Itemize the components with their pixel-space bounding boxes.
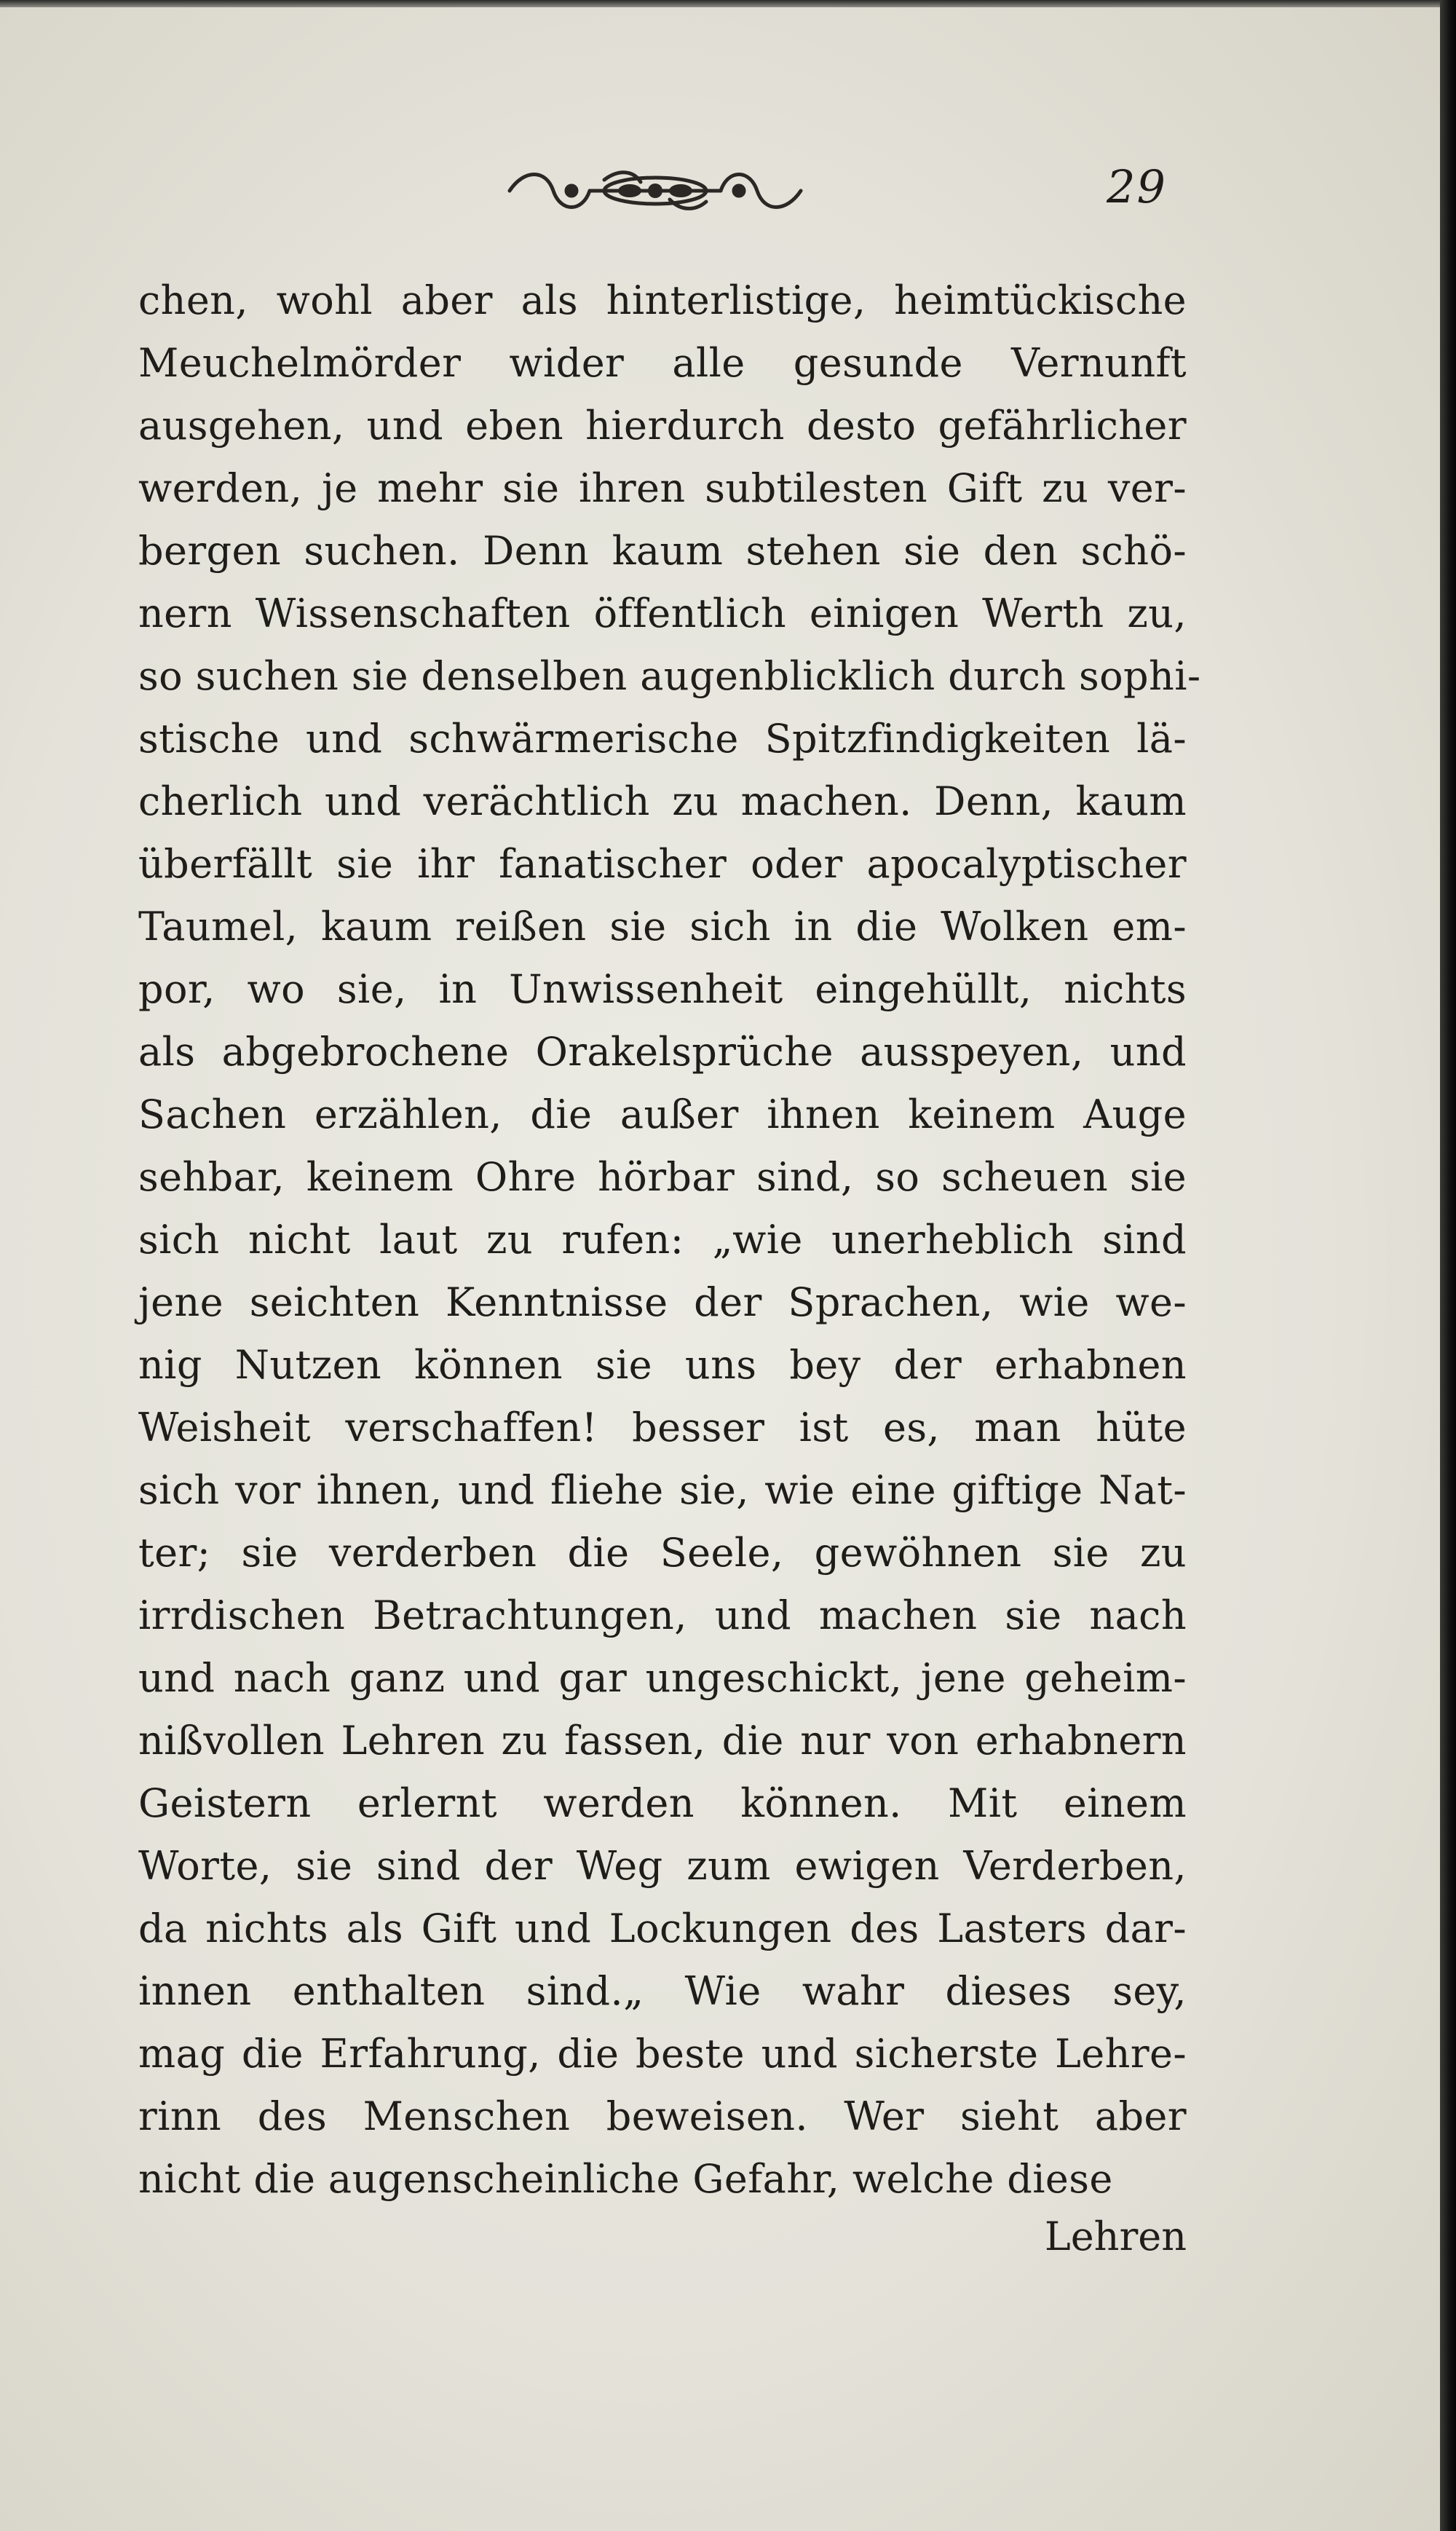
- text-line: stische und schwärmerische Spitzfindigkeiten lä-: [138, 716, 1187, 762]
- text-line: Worte, sie sind der Weg zum ewigen Verderben,: [138, 1843, 1187, 1889]
- text-line: und nach ganz und gar ungeschickt, jene geheim-: [138, 1655, 1187, 1701]
- text-line: ausgehen, und eben hierdurch desto gefährlicher: [138, 403, 1187, 449]
- page-top-shadow: [0, 0, 1447, 7]
- text-line: nig Nutzen können sie uns bey der erhabnen: [138, 1342, 1187, 1388]
- text-line: Taumel, kaum reißen sie sich in die Wolken em-: [138, 904, 1187, 949]
- text-line: sich nicht laut zu rufen: „wie unerheblich sind: [138, 1217, 1187, 1263]
- text-line: so suchen sie denselben augenblicklich durch sophi-: [138, 653, 1201, 699]
- text-line: da nichts als Gift und Lockungen des Lasters dar-: [138, 1906, 1187, 1951]
- text-line: cherlich und verächtlich zu machen. Denn, kaum: [138, 778, 1187, 824]
- text-line: Sachen erzählen, die außer ihnen keinem Auge: [138, 1091, 1187, 1137]
- text-line: rinn des Menschen beweisen. Wer sieht aber: [138, 2093, 1187, 2139]
- text-line: Geistern erlernt werden können. Mit einem: [138, 1780, 1187, 1826]
- text-line: nißvollen Lehren zu fassen, die nur von erhabnern: [138, 1718, 1187, 1764]
- text-line: irrdischen Betrachtungen, und machen sie nach: [138, 1592, 1187, 1638]
- body-text: [138, 269, 1201, 2211]
- text-line: sich vor ihnen, und fliehe sie, wie eine giftige Nat-: [138, 1467, 1187, 1513]
- binding-edge: [1440, 0, 1456, 2531]
- text-line: nicht die augenscheinliche Gefahr, welche diese: [138, 2156, 1113, 2202]
- text-line: bergen suchen. Denn kaum stehen sie den schö-: [138, 528, 1187, 574]
- text-line: werden, je mehr sie ihren subtilesten Gift zu ver-: [138, 465, 1187, 511]
- catchword: Lehren: [1044, 2214, 1187, 2259]
- text-line: jene seichten Kenntnisse der Sprachen, wie we-: [138, 1279, 1187, 1325]
- text-line: innen enthalten sind.„ Wie wahr dieses sey,: [138, 1968, 1187, 2014]
- text-line: überfällt sie ihr fanatischer oder apocalyptischer: [138, 841, 1187, 887]
- text-line: nern Wissenschaften öffentlich einigen Werth zu,: [138, 591, 1187, 636]
- decorative-vignette-icon: [502, 162, 808, 220]
- text-line: por, wo sie, in Unwissenheit eingehüllt, nichts: [138, 966, 1187, 1012]
- text-line: ter; sie verderben die Seele, gewöhnen sie zu: [138, 1530, 1187, 1576]
- page-number: 29: [1107, 160, 1167, 213]
- text-line: Weisheit verschaffen! besser ist es, man hüte: [138, 1405, 1187, 1450]
- text-line: als abgebrochene Orakelsprüche ausspeyen, und: [138, 1029, 1187, 1075]
- text-line: chen, wohl aber als hinterlistige, heimtückische: [138, 277, 1187, 323]
- text-line: sehbar, keinem Ohre hörbar sind, so scheuen sie: [138, 1154, 1187, 1200]
- text-line: Meuchelmörder wider alle gesunde Vernunft: [138, 340, 1187, 386]
- text-line: mag die Erfahrung, die beste und sicherste Lehre-: [138, 2031, 1187, 2077]
